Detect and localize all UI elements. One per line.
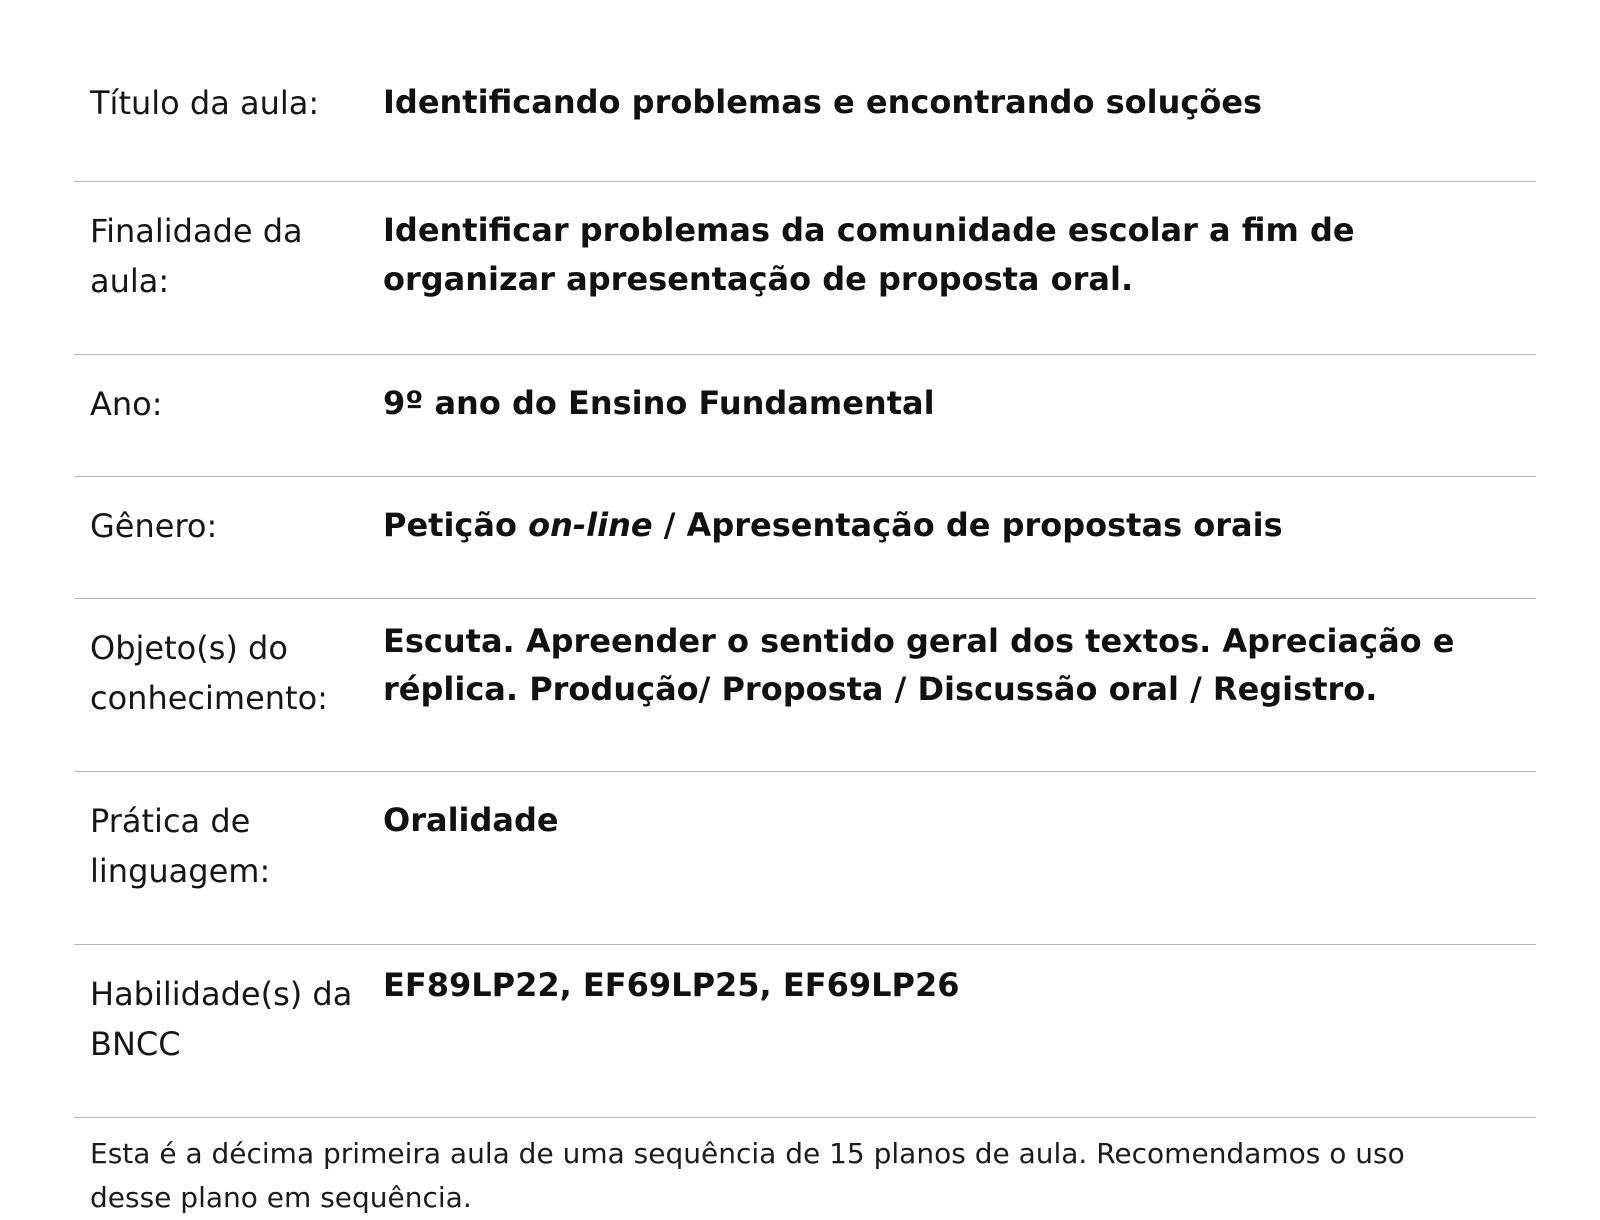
- row-label: Habilidade(s) da BNCC: [90, 975, 353, 1063]
- row-label: Finalidade da aula:: [90, 212, 303, 300]
- row-value: Oralidade: [383, 801, 559, 839]
- row-value: Identificando problemas e encontrando soluções: [383, 83, 1263, 121]
- table-row-bncc-skills: [74, 945, 1536, 1118]
- row-value: [383, 477, 1536, 599]
- row-label: Título da aula:: [90, 84, 320, 122]
- table-row-purpose: [74, 182, 1536, 355]
- row-label: Ano:: [90, 385, 163, 423]
- row-value: 9º ano do Ensino Fundamental: [383, 384, 935, 422]
- lesson-info-table: [74, 52, 1536, 1118]
- sequence-note: Esta é a décima primeira aula de uma sequência de 15 planos de aula. Recomendamos o uso desse plano em sequência.: [90, 1137, 1405, 1214]
- row-value: EF89LP22, EF69LP25, EF69LP26: [383, 966, 960, 1004]
- row-label: Objeto(s) do conhecimento:: [90, 629, 328, 717]
- value-part-italic: on-line: [528, 506, 653, 544]
- lesson-plan-sheet: [74, 52, 1536, 1220]
- value-part-before: Petição: [383, 506, 529, 544]
- row-label: Gênero:: [90, 507, 218, 545]
- row-label: Prática de linguagem:: [90, 802, 271, 890]
- table-row-genre: [74, 477, 1536, 599]
- table-row-year: [74, 355, 1536, 477]
- value-part-after: / Apresentação de propostas orais: [652, 506, 1283, 544]
- row-value: Identificar problemas da comunidade escolar a fim de organizar apresentação de proposta oral.: [383, 211, 1355, 298]
- row-value: Escuta. Apreender o sentido geral dos textos. Apreciação e réplica. Produção/ Proposta / Discussão oral / Registro.: [383, 622, 1455, 708]
- table-row-title: [74, 52, 1536, 182]
- table-row-language-practice: [74, 772, 1536, 945]
- table-row-knowledge-objects: [74, 599, 1536, 772]
